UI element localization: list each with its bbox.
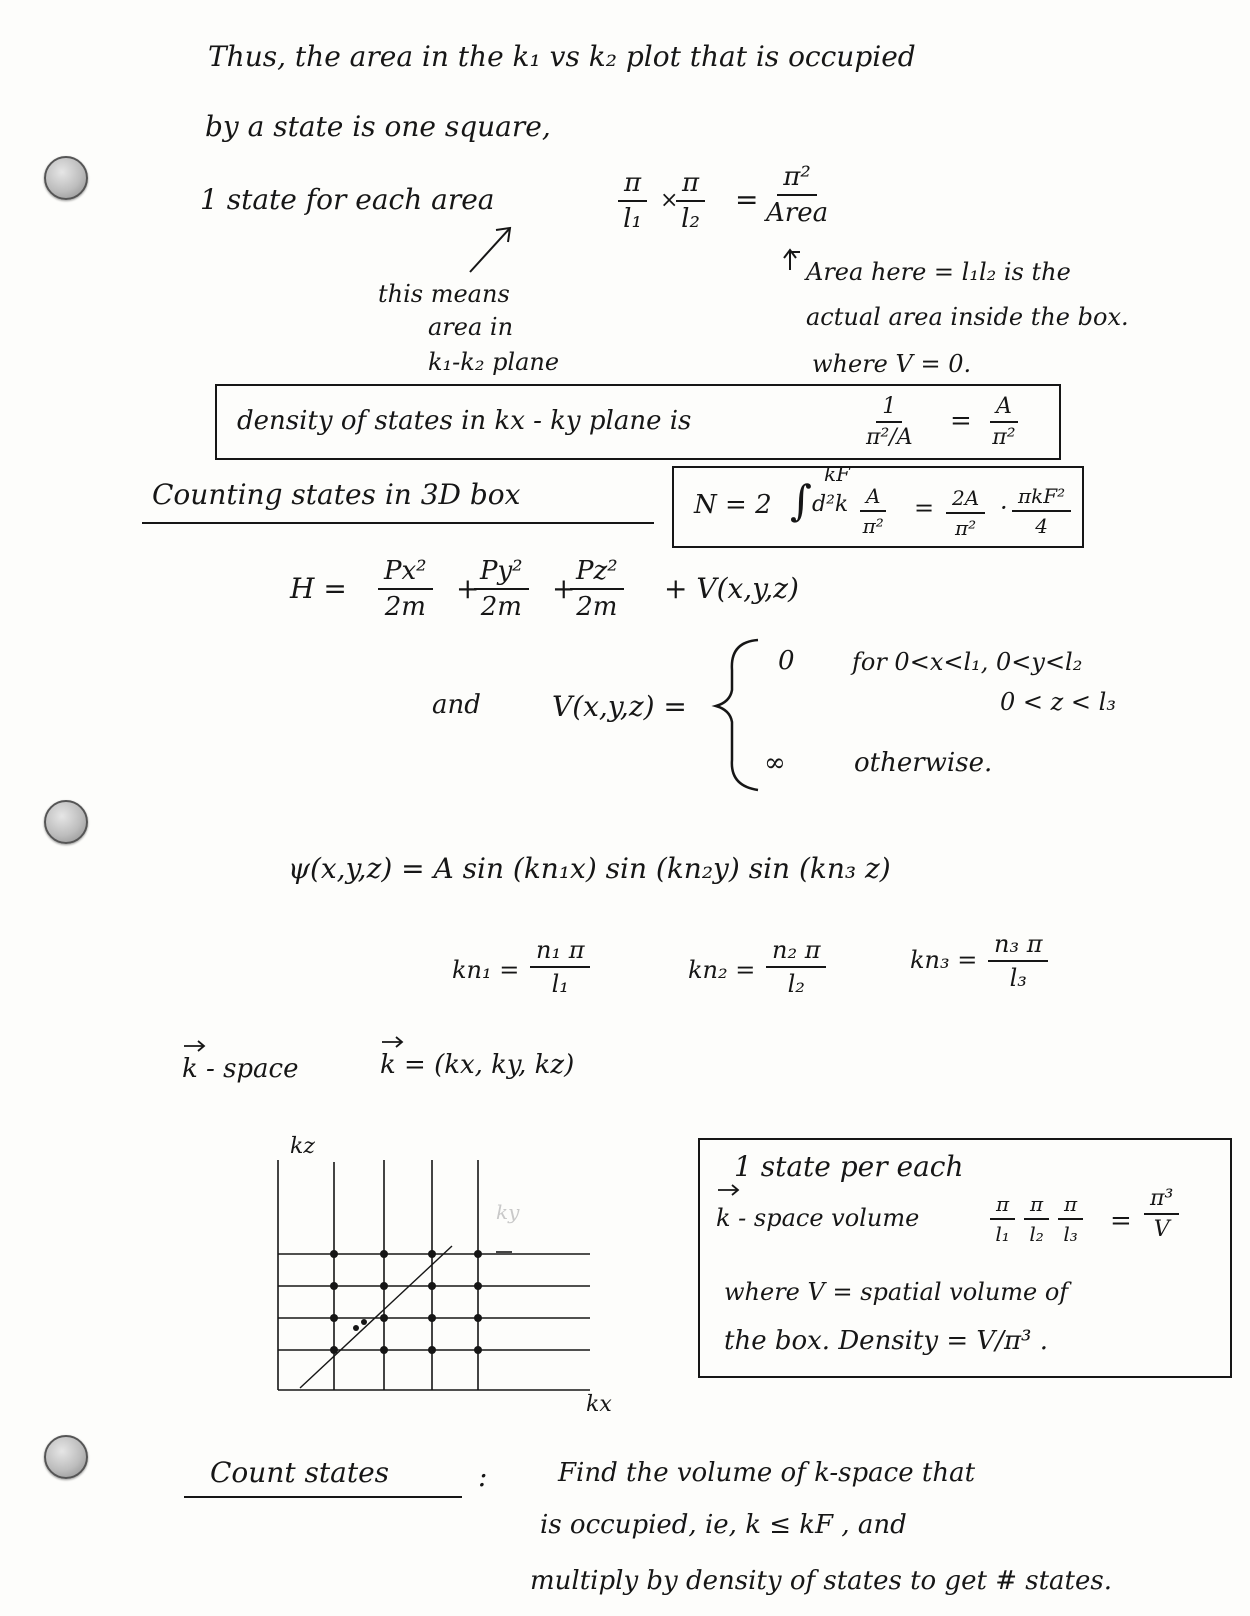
arrow-note-line-1: this means [378, 280, 510, 308]
plot-faint-label-ky: ky [496, 1200, 520, 1224]
intro-line-2: by a state is one square, [205, 110, 551, 143]
plot-xlabel-kx: kx [586, 1392, 612, 1417]
area-fraction-1: $\frac{\pi}{\text{l₁}}$ [618, 168, 647, 234]
hamiltonian-term-z: $\frac{\text{Pz²}}{2m}$ [570, 556, 624, 622]
plus-2: + [552, 572, 576, 605]
wavefunction: ψ(x,y,z) = A sin (kn₁x) sin (kn₂y) sin (kn₃ z) [288, 852, 891, 885]
volume-fraction-1: $\frac{\pi}{\text{l₁}}$ [990, 1192, 1015, 1246]
kspace-label: k - space [182, 1054, 299, 1084]
state-box-line-1: 1 state per each [734, 1150, 964, 1183]
potential-case2-value: ∞ [764, 748, 786, 778]
n-fraction-3: πkF² 4 [1012, 484, 1071, 538]
count-states-title: Count states [210, 1456, 390, 1489]
volume-fraction-2: $\frac{\pi}{\text{l₂}}$ [1024, 1192, 1049, 1246]
kn1-fraction: $\frac{\text{n₁ π}}{\text{l₁}}$ [530, 936, 590, 998]
density-2d-text: density of states in kx - ky plane is [237, 406, 692, 436]
counting-title: Counting states in 3D box [152, 478, 521, 511]
potential-case1-condition-2: 0 < z < l₃ [1000, 688, 1116, 716]
kspace-definition: k = (kx, ky, kz) [380, 1050, 575, 1080]
count-colon: : [478, 1460, 488, 1493]
count-states-underline [184, 1496, 462, 1498]
integral-upper-limit: kF [824, 462, 850, 486]
area-note-line-3: where V = 0. [812, 350, 972, 378]
volume-result-fraction: $\frac{\text{π³}}{V}$ [1144, 1186, 1179, 1242]
area-note-line-2: actual area inside the box. [806, 303, 1129, 331]
potential-lhs: V(x,y,z) = [552, 690, 687, 723]
density-2d-fraction-1: $\frac{1}{\text{π²/A}}$ [866, 394, 913, 450]
state-box-line-3: where V = spatial volume of [724, 1278, 1069, 1306]
area-times: × [660, 188, 679, 213]
state-area-label: 1 state for each area [200, 183, 495, 216]
area-fraction-2: $\frac{\pi}{\text{l₂}}$ [676, 168, 705, 234]
hamiltonian-lhs: H = [290, 572, 347, 605]
intro-line-1: Thus, the area in the k₁ vs k₂ plot that is occupied [208, 40, 916, 73]
potential-case2-condition: otherwise. [854, 748, 993, 778]
density-2d-equals: = [950, 406, 972, 436]
area-note-line-1: Area here = l₁l₂ is the [806, 258, 1071, 286]
plus-1: + [456, 572, 480, 605]
kn1-lhs: kn₁ = [452, 956, 520, 984]
volume-equals: = [1110, 1206, 1132, 1236]
kn2-fraction: $\frac{\text{n₂ π}}{\text{l₂}}$ [766, 936, 826, 998]
count-line-1: Find the volume of k-space that [558, 1458, 976, 1488]
n-fraction-1: $\frac{A}{\text{π²}}$ [860, 484, 886, 538]
density-2d-fraction-2: $\frac{A}{\text{π²}}$ [990, 394, 1018, 450]
integrand: d²k [812, 492, 849, 517]
hamiltonian-term-x: $\frac{\text{Px²}}{2m}$ [378, 556, 433, 622]
state-box-line-4: the box. Density = V/π³ . [724, 1326, 1048, 1356]
volume-fraction-3: $\frac{\pi}{\text{l₃}}$ [1058, 1192, 1083, 1246]
potential-case1-value: 0 [778, 646, 795, 676]
n-equals: = [914, 494, 935, 522]
hamiltonian-term-y: $\frac{\text{Py²}}{2m}$ [474, 556, 529, 622]
count-line-2: is occupied, ie, k ≤ kF , and [540, 1510, 907, 1540]
kn2-lhs: kn₂ = [688, 956, 756, 984]
hamiltonian-potential: + V(x,y,z) [664, 572, 799, 605]
n-dot: · [1000, 494, 1008, 522]
potential-case1-condition: for 0<x<l₁, 0<y<l₂ [852, 648, 1083, 676]
n-lhs: N = 2 [694, 490, 772, 520]
area-result-fraction: π² Area [766, 162, 829, 228]
kn3-fraction: $\frac{\text{n₃ π}}{\text{l₃}}$ [988, 930, 1048, 992]
count-line-3: multiply by density of states to get # states. [530, 1566, 1112, 1596]
arrow-note-line-2: area in [428, 313, 514, 341]
state-box-line-2: k - space volume [716, 1204, 920, 1232]
kn3-lhs: kn₃ = [910, 946, 978, 974]
potential-and: and [432, 690, 481, 720]
area-equals: = [735, 183, 759, 216]
plot-ylabel-kz: kz [290, 1134, 315, 1159]
n-fraction-2: $\frac{2A}{\text{π²}}$ [946, 486, 985, 540]
arrow-note-line-3: k₁-k₂ plane [428, 348, 560, 376]
integral-sign: ∫ [790, 476, 812, 525]
